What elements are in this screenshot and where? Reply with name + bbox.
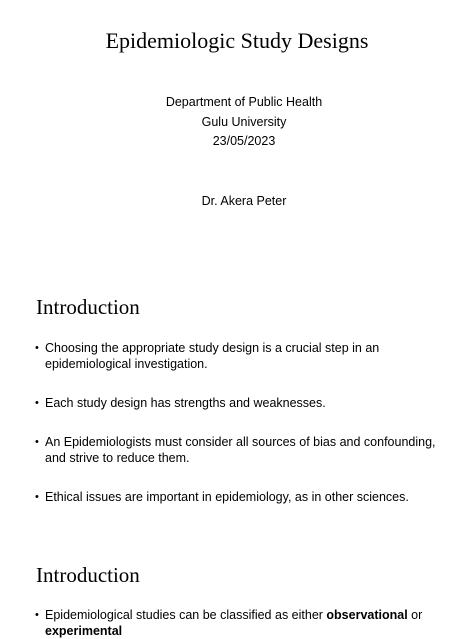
- date-label: 23/05/2023: [212, 134, 276, 148]
- section-heading-introduction: Introduction: [36, 295, 140, 319]
- bullet-text: Ethical issues are important in epidemiology, as in other sciences.: [45, 490, 409, 504]
- department-label: Department of Public Health: [165, 95, 323, 109]
- bullet-text: Choosing the appropriate study design is a crucial step in an epidemiological investigation.: [45, 341, 380, 371]
- bullet-item: [35, 340, 445, 372]
- bullet-icon: •: [35, 436, 39, 448]
- bullet-icon: •: [35, 342, 39, 354]
- bullet-text: An Epidemiologists must consider all sources of bias and confounding, and strive to reduce them.: [45, 435, 436, 465]
- bullet-item: [35, 395, 445, 411]
- bullet-text-mid: or: [407, 608, 423, 622]
- university-label: Gulu University: [201, 115, 287, 129]
- bullet-item: [35, 434, 445, 466]
- bullet-item: [35, 607, 445, 639]
- section-heading-introduction-2: Introduction: [36, 563, 140, 587]
- bullet-icon: •: [35, 397, 39, 409]
- author-label: Dr. Akera Peter: [201, 194, 287, 208]
- bullet-text-prefix: Epidemiological studies can be classified as either: [45, 608, 327, 622]
- presentation-title: Epidemiologic Study Designs: [105, 28, 369, 53]
- bullet-text: Each study design has strengths and weaknesses.: [45, 396, 326, 410]
- bullet-bold-observational: observational: [326, 608, 408, 622]
- bullet-text: [35, 607, 445, 639]
- bullet-icon: •: [35, 491, 39, 503]
- bullet-bold-experimental: experimental: [45, 624, 123, 638]
- bullet-item: [35, 489, 445, 505]
- bullet-icon: •: [35, 609, 39, 621]
